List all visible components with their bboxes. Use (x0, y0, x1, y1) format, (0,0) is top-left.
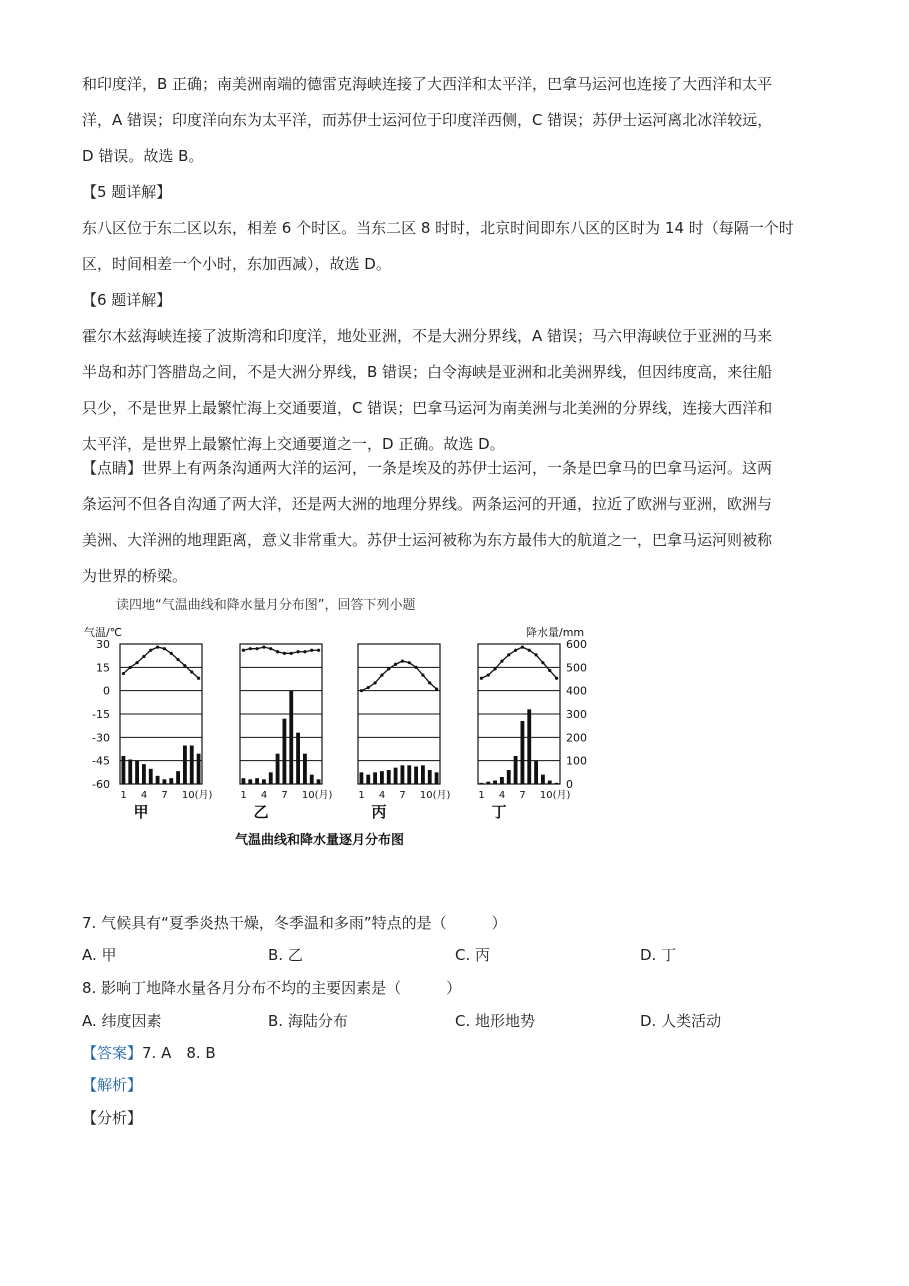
temperature-point (421, 674, 424, 677)
temperature-point (135, 661, 138, 664)
temperature-tick-label: -60 (92, 778, 110, 791)
q5-heading: 【5 题详解】 (82, 183, 172, 201)
q6-heading: 【6 题详解】 (82, 291, 172, 309)
precipitation-tick-label: 0 (566, 778, 573, 791)
temperature-point (156, 646, 159, 649)
precipitation-bar (169, 778, 173, 784)
month-tick-label: 10(月) (181, 790, 213, 801)
temperature-point (367, 686, 370, 689)
temperature-point (249, 647, 252, 650)
precipitation-tick-label: 500 (566, 661, 587, 675)
answer-tag: 【答案】 (82, 1044, 143, 1062)
jiexi-tag: 【解析】 (82, 1076, 143, 1094)
temperature-point (408, 661, 411, 664)
temperature-point (380, 674, 383, 677)
option-d: D. 丁 (640, 946, 677, 964)
temperature-tick-label: -30 (92, 731, 110, 745)
precipitation-bar (303, 754, 307, 784)
temperature-point (296, 650, 299, 653)
text-line: 条运河不但各自沟通了两大洋，还是两大洲的地理分界线。两条运河的开通，拉近了欧洲与亚洲，欧洲与 (82, 495, 773, 513)
temperature-tick-label: 15 (96, 661, 110, 675)
month-tick-label: 4 (140, 790, 148, 801)
temperature-point (269, 647, 272, 650)
precipitation-bar (176, 771, 180, 784)
precipitation-bar (373, 772, 377, 784)
q6-explanation (82, 282, 842, 462)
precipitation-bar (407, 765, 411, 784)
panel-name: 丙 (371, 803, 387, 821)
precipitation-bar (183, 746, 187, 785)
precipitation-bar (401, 765, 405, 784)
temperature-point (183, 664, 186, 667)
temperature-point (521, 646, 524, 649)
precipitation-bar (276, 754, 280, 784)
text-line: 霍尔木兹海峡连接了波斯湾和印度洋，地处亚洲，不是大洲分界线，A 错误；马六甲海峡位于亚洲的马来 (82, 327, 773, 345)
temperature-point (534, 653, 537, 656)
precipitation-bar (366, 775, 370, 784)
temperature-curve (123, 647, 198, 678)
precipitation-bar (269, 772, 273, 784)
question-number: 7. (82, 914, 97, 932)
temperature-point (262, 646, 265, 649)
temperature-point (487, 674, 490, 677)
question-text: 气候具有“夏季炎热干燥，冬季温和多雨”特点的是（ ） (101, 914, 507, 932)
precipitation-bar (387, 770, 391, 784)
precipitation-bar (248, 779, 252, 784)
precipitation-bar (310, 775, 314, 784)
precipitation-bar (514, 756, 518, 784)
temperature-curve (243, 647, 318, 653)
precipitation-bar (262, 779, 266, 784)
precipitation-bar (421, 765, 425, 784)
temperature-point (255, 647, 258, 650)
temperature-point (528, 649, 531, 652)
text-line (82, 450, 842, 486)
precipitation-bar (428, 770, 432, 784)
left-axis-title: 气温/℃ (84, 626, 123, 639)
temperature-point (283, 652, 286, 655)
temperature-point (190, 670, 193, 673)
panel-name: 乙 (253, 803, 269, 821)
precipitation-bar (190, 746, 194, 785)
option-c: C. 丙 (455, 946, 491, 964)
precipitation-bar (149, 769, 153, 784)
option-a: A. 纬度因素 (82, 1012, 162, 1030)
temperature-point (142, 655, 145, 658)
temperature-tick-label: -45 (92, 754, 110, 768)
q5-explanation (82, 174, 842, 282)
month-tick-label: 1 (478, 790, 485, 801)
option-b: B. 乙 (268, 946, 303, 964)
text-line: 为世界的桥梁。 (82, 567, 188, 585)
precipitation-bar (521, 721, 525, 784)
month-tick-label: 10(月) (419, 790, 451, 801)
precipitation-bar (480, 783, 484, 784)
option-b: B. 海陆分布 (268, 1012, 348, 1030)
temperature-tick-label: 0 (103, 684, 110, 698)
temperature-point (541, 661, 544, 664)
month-tick-label: 4 (378, 790, 386, 801)
precipitation-bar (500, 777, 504, 784)
precipitation-bar (255, 778, 259, 784)
option-c: C. 地形地势 (455, 1012, 536, 1030)
temperature-point (360, 689, 363, 692)
precipitation-bar (493, 781, 497, 785)
precipitation-bar (128, 760, 132, 785)
dianjing-tag: 【点睛】 (82, 459, 143, 477)
temperature-point (129, 666, 132, 669)
temperature-point (242, 649, 245, 652)
precipitation-bar (122, 756, 126, 784)
temperature-point (414, 666, 417, 669)
temperature-point (548, 669, 551, 672)
temperature-point (500, 660, 503, 663)
fenxi-tag: 【分析】 (82, 1109, 143, 1127)
text-line: 和印度洋，B 正确；南美洲南端的德雷克海峡连接了大西洋和太平洋，巴拿马运河也连接了大西洋和太平 (82, 75, 773, 93)
question-8 (82, 973, 461, 1003)
temperature-tick-label: 30 (96, 638, 110, 651)
temperature-point (394, 663, 397, 666)
temperature-tick-label: -15 (92, 708, 110, 721)
precipitation-bar (197, 754, 201, 784)
precipitation-tick-label: 600 (566, 638, 587, 651)
precipitation-bar (435, 772, 439, 784)
precipitation-bar (414, 767, 418, 785)
temperature-point (310, 649, 313, 652)
panel-name: 甲 (133, 803, 149, 821)
answer-text: 7. A 8. B (142, 1044, 216, 1062)
temperature-point (387, 667, 390, 670)
answer-line (82, 1038, 216, 1068)
text-line: D 错误。故选 B。 (82, 147, 204, 165)
question-7 (82, 908, 507, 938)
dianjing-section (82, 450, 842, 594)
temperature-point (170, 652, 173, 655)
temperature-point (176, 658, 179, 661)
text-line: 区，时间相差一个小时，东加西减），故选 D。 (82, 255, 391, 273)
temperature-point (493, 667, 496, 670)
precipitation-bar (527, 709, 531, 784)
intro-paragraph (82, 66, 842, 174)
temperature-point (373, 681, 376, 684)
precipitation-bar (380, 771, 384, 784)
precipitation-bar (135, 761, 139, 784)
precipitation-bar (534, 761, 538, 784)
text-line: 半岛和苏门答腊岛之间，不是大洲分界线，B 错误；白令海峡是亚洲和北美洲界线，但因纬度高，来往船 (82, 363, 773, 381)
option-a: A. 甲 (82, 946, 117, 964)
precipitation-tick-label: 100 (566, 754, 587, 768)
precipitation-bar (163, 779, 167, 784)
temperature-point (514, 649, 517, 652)
precipitation-bar (555, 783, 559, 784)
month-tick-label: 7 (161, 790, 168, 801)
temperature-point (507, 653, 510, 656)
temperature-point (303, 650, 306, 653)
temperature-point (197, 677, 200, 680)
precipitation-bar (242, 778, 246, 784)
temperature-point (401, 660, 404, 663)
chart-panels (92, 638, 587, 821)
month-tick-label: 7 (399, 790, 406, 801)
month-tick-label: 4 (260, 790, 268, 801)
temperature-point (555, 677, 558, 680)
panel-name: 丁 (491, 803, 507, 821)
temperature-curve (361, 661, 436, 691)
temperature-point (428, 681, 431, 684)
text-line: 洋，A 错误；印度洋向东为太平洋，而苏伊士运河位于印度洋西侧，C 错误；苏伊士运河离北冰洋较远， (82, 111, 773, 129)
precipitation-bar (541, 775, 545, 784)
month-tick-label: 1 (120, 790, 127, 801)
precipitation-bar (486, 782, 490, 784)
precipitation-bar (296, 733, 300, 784)
month-tick-label: 1 (358, 790, 365, 801)
month-tick-label: 4 (498, 790, 506, 801)
right-axis-title: 降水量/mm (526, 626, 585, 639)
temperature-point (276, 650, 279, 653)
temperature-point (163, 647, 166, 650)
month-tick-label: 1 (240, 790, 247, 801)
precipitation-bar (283, 719, 287, 784)
month-tick-label: 7 (519, 790, 526, 801)
precipitation-bar (394, 768, 398, 784)
temperature-point (290, 652, 293, 655)
precipitation-bar (548, 781, 552, 785)
question-text: 影响丁地降水量各月分布不均的主要因素是（ ） (101, 979, 462, 997)
month-tick-label: 7 (281, 790, 288, 801)
text-line: 只少，不是世界上最繁忙海上交通要道，C 错误；巴拿马运河为南美洲与北美洲的分界线，连接大西洋和 (82, 399, 773, 417)
precipitation-tick-label: 300 (566, 708, 587, 721)
temperature-point (317, 649, 320, 652)
precipitation-bar (142, 764, 146, 784)
temperature-point (122, 672, 125, 675)
dianjing-first-line: 世界上有两条沟通两大洋的运河，一条是埃及的苏伊士运河，一条是巴拿马的巴拿马运河。这两 (142, 459, 773, 477)
temperature-point (435, 688, 438, 691)
text-line: 东八区位于东二区以东，相差 6 个时区。当东二区 8 时时，北京时间即东八区的区时为 14 时（每隔一个时 (82, 219, 794, 237)
month-tick-label: 10(月) (539, 790, 571, 801)
figure-prompt: 读四地“气温曲线和降水量月分布图”，回答下列小题 (116, 598, 416, 613)
temperature-point (149, 649, 152, 652)
precipitation-bar (156, 776, 160, 784)
option-d: D. 人类活动 (640, 1012, 722, 1030)
question-number: 8. (82, 979, 97, 997)
figure-caption: 气温曲线和降水量逐月分布图 (235, 833, 405, 848)
precipitation-bar (289, 691, 293, 784)
month-tick-label: 10(月) (301, 790, 333, 801)
precipitation-tick-label: 200 (566, 731, 587, 745)
temperature-point (480, 677, 483, 680)
climate-chart-figure (80, 592, 600, 854)
text-line: 美洲、大洋洲的地理距离，意义非常重大。苏伊士运河被称为东方最伟大的航道之一，巴拿马运河则被称 (82, 531, 773, 549)
text-line: 太平洋，是世界上最繁忙海上交通要道之一，D 正确。故选 D。 (82, 435, 505, 453)
precipitation-bar (360, 772, 364, 784)
precipitation-tick-label: 400 (566, 684, 587, 698)
precipitation-bar (317, 779, 321, 784)
temperature-curve (481, 647, 556, 678)
precipitation-bar (507, 770, 511, 784)
